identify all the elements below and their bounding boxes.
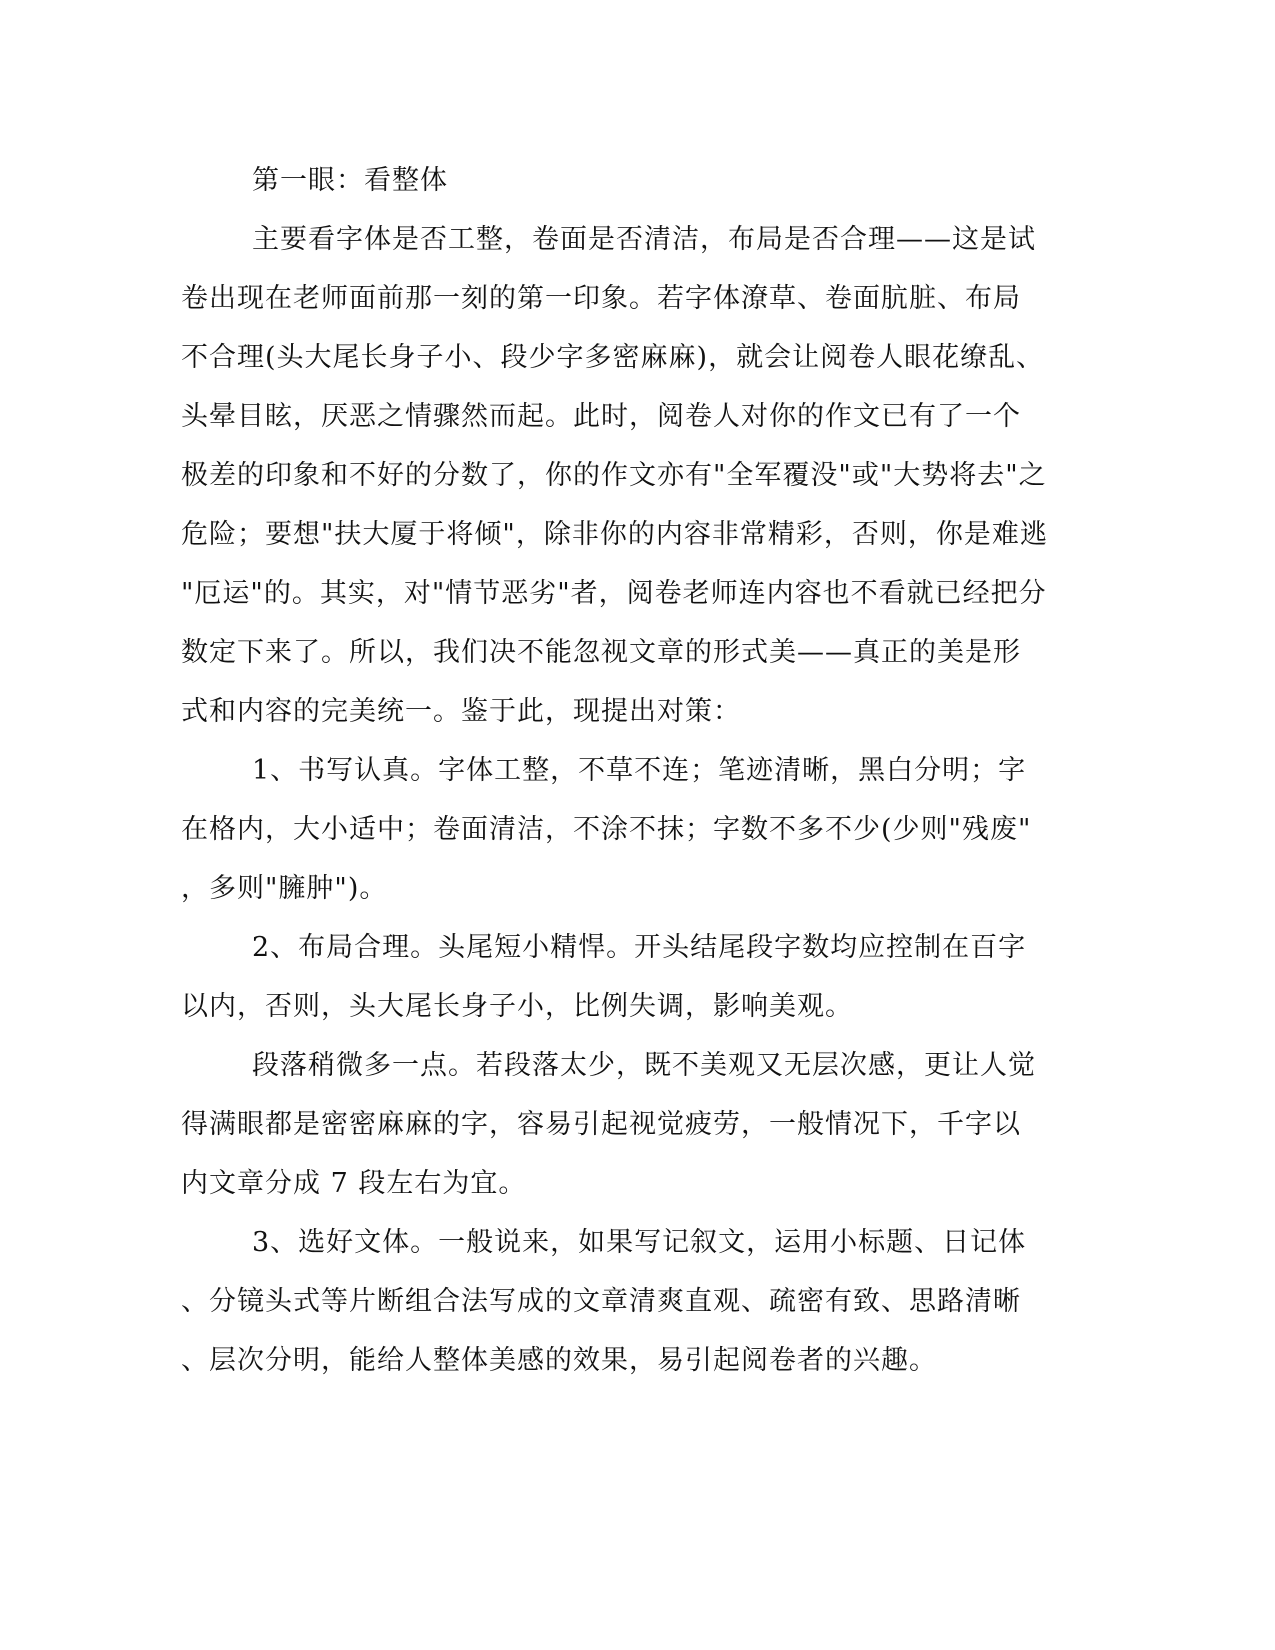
paragraph-line: 式和内容的完美统一。鉴于此，现提出对策：: [181, 696, 741, 727]
list-item-line: 、分镜头式等片断组合法写成的文章清爽直观、疏密有致、思路清晰: [181, 1286, 1021, 1317]
paragraph-line: 极差的印象和不好的分数了，你的作文亦有"全军覆没"或"大势将去"之: [181, 460, 1047, 491]
list-item-line: 1、书写认真。字体工整，不草不连；笔迹清晰，黑白分明；字: [252, 755, 1027, 786]
list-item-line: ，多则"臃肿")。: [181, 873, 388, 904]
paragraph-line: 不合理(头大尾长身子小、段少字多密麻麻)，就会让阅卷人眼花缭乱、: [181, 342, 1045, 373]
paragraph-line: 数定下来了。所以，我们决不能忽视文章的形式美——真正的美是形: [181, 637, 1021, 668]
paragraph-line: 内文章分成 7 段左右为宜。: [181, 1168, 527, 1199]
list-item-line: 3、选好文体。一般说来，如果写记叙文，运用小标题、日记体: [252, 1227, 1027, 1258]
paragraph-line: 段落稍微多一点。若段落太少，既不美观又无层次感，更让人觉: [252, 1050, 1036, 1081]
list-item-line: 以内，否则，头大尾长身子小，比例失调，影响美观。: [181, 991, 853, 1022]
list-item-line: 在格内，大小适中；卷面清洁，不涂不抹；字数不多不少(少则"残废": [181, 814, 1032, 845]
list-item-line: 、层次分明，能给人整体美感的效果，易引起阅卷者的兴趣。: [181, 1345, 937, 1376]
paragraph-line: 得满眼都是密密麻麻的字，容易引起视觉疲劳，一般情况下，千字以: [181, 1109, 1021, 1140]
paragraph-line: 卷出现在老师面前那一刻的第一印象。若字体潦草、卷面肮脏、布局: [181, 283, 1021, 314]
list-item-line: 2、布局合理。头尾短小精悍。开头结尾段字数均应控制在百字: [252, 932, 1027, 963]
section-heading: 第一眼：看整体: [252, 165, 448, 196]
paragraph-line: "厄运"的。其实，对"情节恶劣"者，阅卷老师连内容也不看就已经把分: [181, 578, 1047, 609]
paragraph-line: 主要看字体是否工整，卷面是否清洁，布局是否合理——这是试: [252, 224, 1036, 255]
paragraph-line: 头晕目眩，厌恶之情骤然而起。此时，阅卷人对你的作文已有了一个: [181, 401, 1021, 432]
paragraph-line: 危险；要想"扶大厦于将倾"，除非你的内容非常精彩，否则，你是难逃: [181, 519, 1048, 550]
